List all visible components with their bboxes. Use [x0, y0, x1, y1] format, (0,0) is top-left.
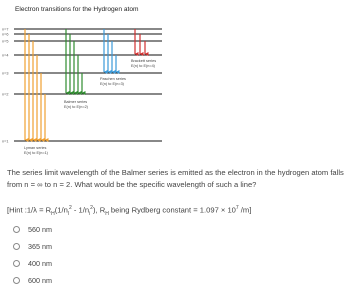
- option-400nm[interactable]: [13, 257, 52, 269]
- paschen-label: Paschen series: [100, 77, 126, 81]
- level-label-n4: n=4: [2, 53, 9, 58]
- option-365nm[interactable]: [13, 240, 52, 252]
- option-label: 400 nm: [28, 258, 52, 268]
- level-label-n2: n=2: [2, 92, 9, 97]
- radio-button[interactable]: [13, 277, 20, 284]
- brackett-sublabel: E(n) to E(n=4): [131, 64, 155, 68]
- balmer-sublabel: E(n) to E(n=2): [64, 105, 88, 109]
- hint-sup-ni: 2: [90, 205, 93, 211]
- hint-mid1: (1/n: [54, 205, 68, 215]
- option-600nm[interactable]: [13, 274, 52, 286]
- brackett-label: Brackett series: [131, 59, 157, 63]
- balmer-arrows: [66, 29, 82, 93]
- lyman-label: Lyman series: [24, 146, 47, 150]
- hint-sup-exp: 7: [235, 205, 239, 211]
- hint-end: /m]: [238, 205, 252, 215]
- hint-sub-h2: H: [105, 211, 109, 218]
- hint-sub-h1: H: [51, 211, 55, 218]
- level-label-n1: n=1: [2, 139, 9, 144]
- level-label-n7: n=7: [2, 27, 9, 32]
- level-label-n5: n=5: [2, 39, 9, 44]
- lyman-sublabel: E(n) to E(n=1): [24, 151, 48, 155]
- hint-start: [Hint :1/λ = R: [7, 205, 52, 215]
- hint-sub-nl: l: [67, 211, 69, 218]
- diagram-title: Electron transitions for the Hydrogen atom: [15, 6, 139, 13]
- hint-sub-ni: i: [89, 211, 91, 218]
- option-label: 600 nm: [28, 275, 52, 285]
- hint-sup-nl: 2: [68, 205, 72, 211]
- balmer-label: Balmer series: [64, 100, 88, 104]
- hint-mid4: being Rydberg constant = 1.097 × 10: [108, 205, 236, 215]
- option-label: 365 nm: [28, 241, 52, 251]
- question-text: The series limit wavelength of the Balmer series is emitted as the electron in the hydrogen atom falls from n = ∞ to n = 2. What would be the specific wavelength of such a line?: [7, 168, 344, 189]
- radio-button[interactable]: [13, 243, 20, 250]
- lyman-arrows: [25, 29, 45, 140]
- level-label-n3: n=3: [2, 71, 9, 76]
- option-560nm[interactable]: [13, 223, 52, 235]
- radio-button[interactable]: [13, 226, 20, 233]
- paschen-sublabel: E(n) to E(n=3): [100, 82, 124, 86]
- hint-mid2: - 1/n: [71, 205, 90, 215]
- paschen-arrows: [104, 29, 116, 72]
- level-label-n6: n=6: [2, 32, 9, 37]
- option-label: 560 nm: [28, 224, 52, 234]
- hint-mid3: ), R: [92, 205, 106, 215]
- radio-button[interactable]: [13, 260, 20, 267]
- hint-text: [7, 205, 347, 217]
